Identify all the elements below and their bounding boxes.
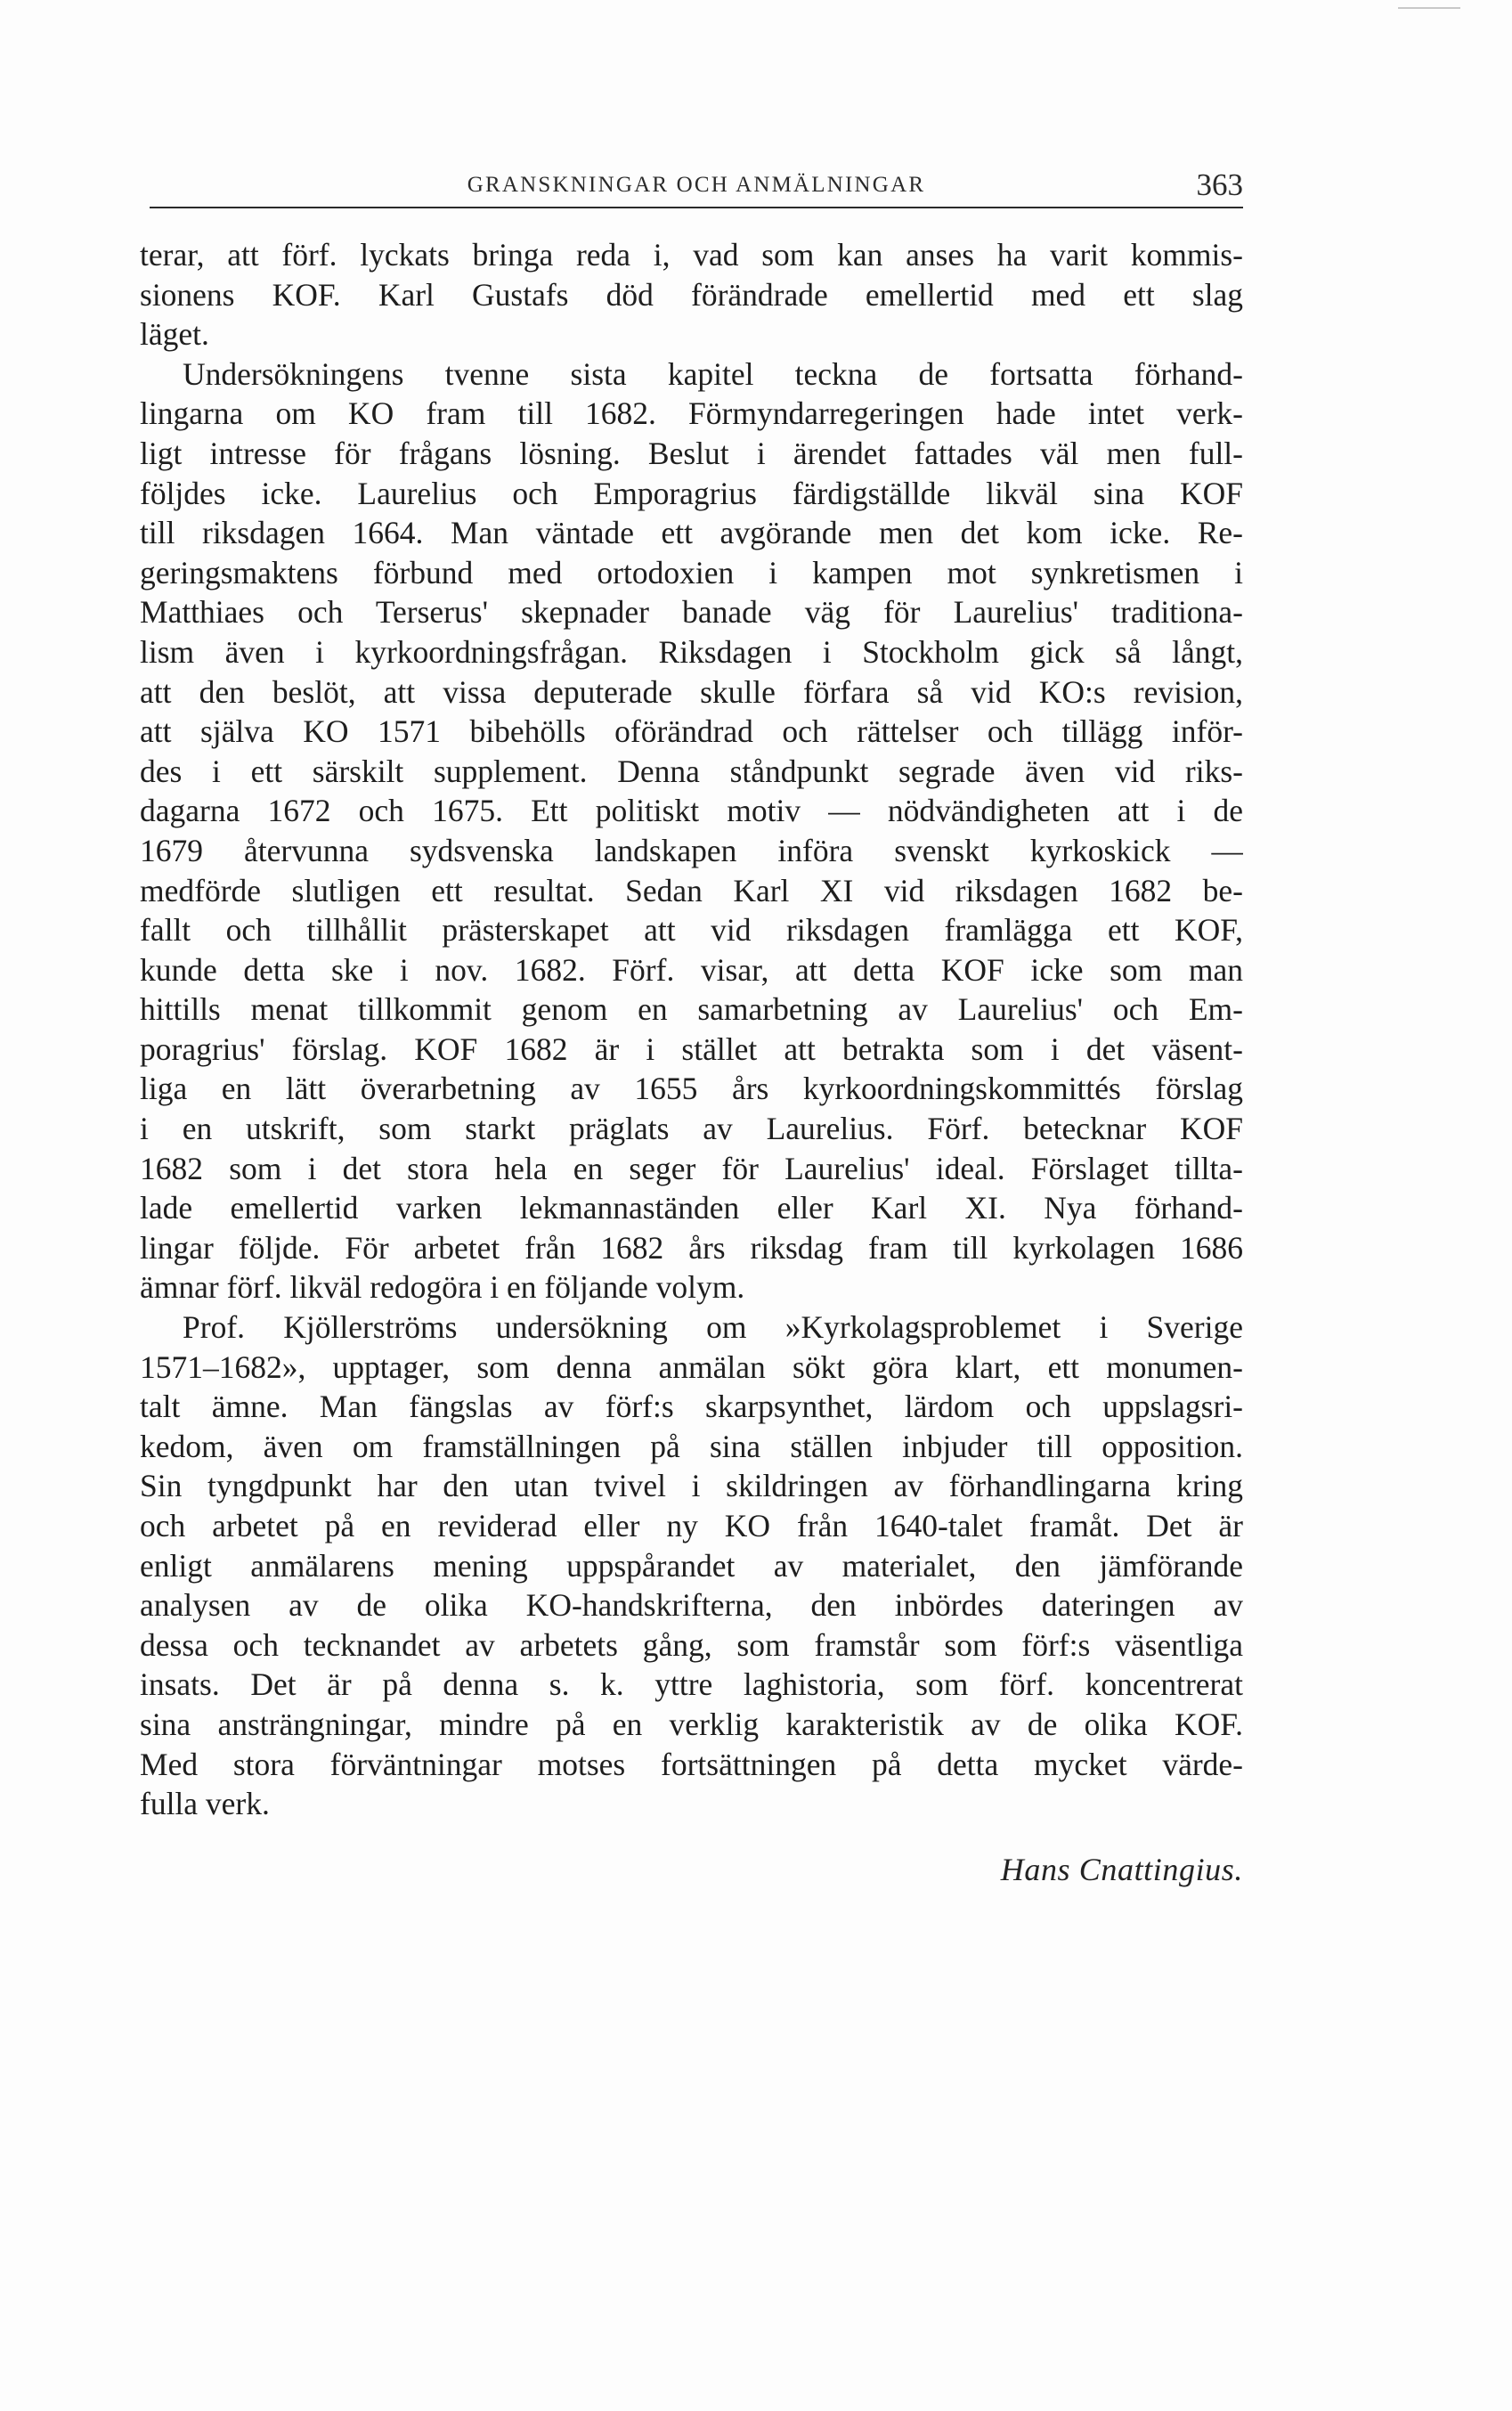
text-line: lade emellertid varken lekmannaständen eller Karl XI. Nya förhand- bbox=[140, 1190, 1243, 1226]
text-line: och arbetet på en reviderad eller ny KO från 1640-talet framåt. Det är bbox=[140, 1508, 1243, 1544]
text-line: att själva KO 1571 bibehölls oförändrad och rättelser och tillägg inför- bbox=[140, 713, 1243, 750]
text-line: till riksdagen 1664. Man väntade ett avgörande men det kom icke. Re- bbox=[140, 515, 1243, 551]
text-line: Med stora förväntningar motses fortsättningen på detta mycket värde- bbox=[140, 1746, 1243, 1782]
text-line: talt ämne. Man fängslas av förf:s skarpsynthet, lärdom och uppslagsri- bbox=[140, 1389, 1243, 1425]
text-line: sina ansträngningar, mindre på en verklig karakteristik av de olika KOF. bbox=[140, 1706, 1243, 1742]
text-line: ämnar förf. likväl redogöra i en följande volym. bbox=[140, 1269, 745, 1306]
text-line: hittills menat tillkommit genom en samarbetning av Laurelius' och Em- bbox=[140, 991, 1243, 1028]
text-line: medförde slutligen ett resultat. Sedan Karl XI vid riksdagen 1682 be- bbox=[140, 872, 1243, 908]
text-line: Sin tyngdpunkt har den utan tvivel i skildringen av förhandlingarna kring bbox=[140, 1468, 1243, 1504]
text-line: des i ett särskilt supplement. Denna ståndpunkt segrade även vid riks- bbox=[140, 753, 1243, 789]
author-signature: Hans Cnattingius. bbox=[1000, 1852, 1243, 1887]
text-line: dessa och tecknandet av arbetets gång, som framstår som förf:s väsentliga bbox=[140, 1626, 1243, 1663]
text-line: Prof. Kjöllerströms undersökning om »Kyrkolagsproblemet i Sverige bbox=[183, 1309, 1243, 1346]
text-line: sionens KOF. Karl Gustafs död förändrade emellertid med ett slag bbox=[140, 276, 1243, 313]
text-line: 1682 som i det stora hela en seger för Laurelius' ideal. Förslaget tillta- bbox=[140, 1150, 1243, 1186]
text-line: Matthiaes och Terserus' skepnader banade väg för Laurelius' traditiona- bbox=[140, 594, 1243, 631]
text-line: läget. bbox=[140, 316, 209, 353]
text-line: analysen av de olika KO-handskrifterna, den inbördes dateringen av bbox=[140, 1587, 1243, 1624]
running-header bbox=[150, 160, 1243, 208]
text-line: att den beslöt, att vissa deputerade skulle förfara så vid KO:s revision, bbox=[140, 673, 1243, 710]
page-number: 363 bbox=[1196, 167, 1243, 202]
text-line: lingar följde. För arbetet från 1682 års riksdag fram till kyrkolagen 1686 bbox=[140, 1229, 1243, 1266]
text-line: terar, att förf. lyckats bringa reda i, vad som kan anses ha varit kommis- bbox=[140, 237, 1243, 273]
text-line: Undersökningens tvenne sista kapitel teckna de fortsatta förhand- bbox=[183, 355, 1243, 392]
text-line: ligt intresse för frågans lösning. Beslut i ärendet fattades väl men full- bbox=[140, 435, 1243, 471]
text-line: lism även i kyrkoordningsfrågan. Riksdagen i Stockholm gick så långt, bbox=[140, 633, 1243, 670]
text-line: dagarna 1672 och 1675. Ett politiskt motiv — nödvändigheten att i de bbox=[140, 793, 1243, 829]
running-title: GRANSKNINGAR OCH ANMÄLNINGAR bbox=[467, 173, 926, 197]
text-line: lingarna om KO fram till 1682. Förmyndarregeringen hade intet verk- bbox=[140, 395, 1243, 432]
text-line: i en utskrift, som starkt präglats av Laurelius. Förf. betecknar KOF bbox=[140, 1111, 1243, 1147]
text-line: fulla verk. bbox=[140, 1786, 270, 1822]
text-line: poragrius' förslag. KOF 1682 är i stället att betrakta som i det väsent- bbox=[140, 1030, 1243, 1067]
body-text bbox=[140, 235, 1243, 1824]
text-line: 1571–1682», upptager, som denna anmälan sökt göra klart, ett monumen- bbox=[140, 1348, 1243, 1385]
text-line: följdes icke. Laurelius och Emporagrius färdigställde likväl sina KOF bbox=[140, 475, 1243, 511]
text-line: liga en lätt överarbetning av 1655 års kyrkoordningskommittés förslag bbox=[140, 1071, 1243, 1107]
text-line: insats. Det är på denna s. k. yttre laghistoria, som förf. koncentrerat bbox=[140, 1666, 1243, 1703]
scan-edge-mark bbox=[1398, 7, 1460, 9]
text-line: kunde detta ske i nov. 1682. Förf. visar, att detta KOF icke som man bbox=[140, 951, 1243, 988]
text-line: enligt anmälarens mening uppspårandet av materialet, den jämförande bbox=[140, 1547, 1243, 1584]
text-line: 1679 återvunna sydsvenska landskapen införa svenskt kyrkoskick — bbox=[140, 832, 1243, 868]
text-line: fallt och tillhållit prästerskapet att vid riksdagen framlägga ett KOF, bbox=[140, 912, 1243, 949]
text-line: geringsmaktens förbund med ortodoxien i kampen mot synkretismen i bbox=[140, 554, 1243, 591]
text-line: kedom, även om framställningen på sina ställen inbjuder till opposition. bbox=[140, 1428, 1243, 1464]
